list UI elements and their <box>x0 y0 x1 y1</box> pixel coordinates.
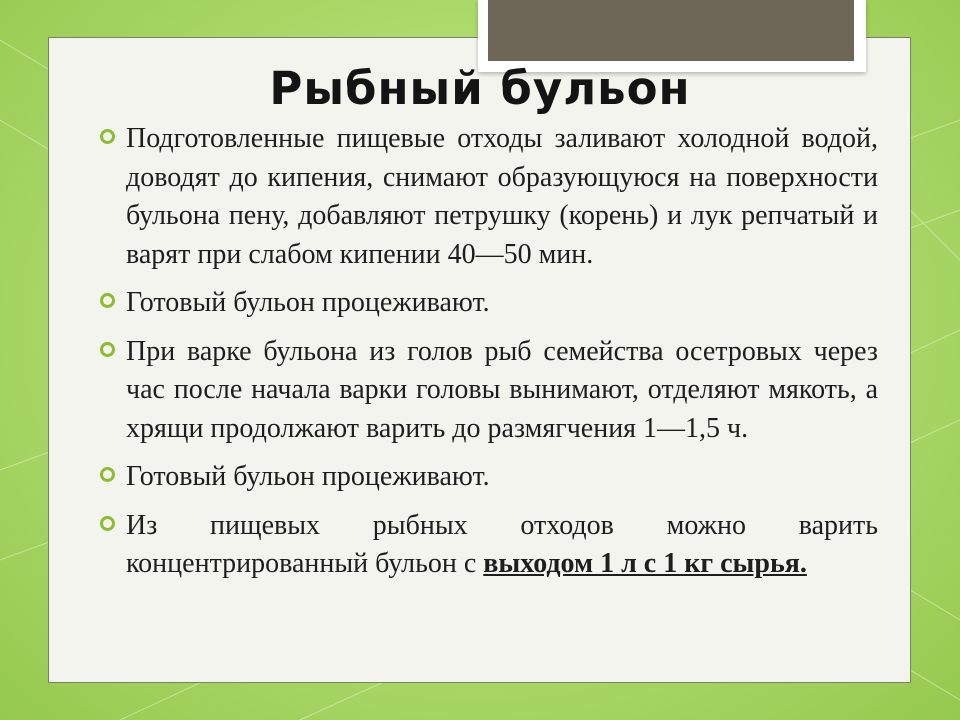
bullet-item <box>100 284 878 323</box>
bullet-list <box>100 120 878 584</box>
bullet-text: Подготовленные пищевые отходы заливают холодной водой, доводят до кипения, снимают образующуюся на поверхности бульона пену, добавляют петрушку (корень) и лук репчатый и варят при слабом кипении 40—50 мин. <box>126 123 878 270</box>
bullet-item <box>100 120 878 274</box>
bullet-ring-icon <box>100 516 115 531</box>
bullet-item <box>100 333 878 449</box>
bullet-emphasis: выходом 1 л с 1 кг сырья. <box>483 548 807 579</box>
bullet-ring-icon <box>100 342 115 357</box>
decorative-tab-fill <box>488 0 854 61</box>
bullet-text: Готовый бульон процеживают. <box>126 287 490 318</box>
bullet-ring-icon <box>100 129 115 144</box>
bullet-ring-icon <box>100 293 115 308</box>
bullet-ring-icon <box>100 467 115 482</box>
bullet-text: При варке бульона из голов рыб семейства осетровых через час после начала варки головы вынимают, отделяют мякоть, а хрящи продолжают варить до размягчения 1—1,5 ч. <box>126 335 878 444</box>
bullet-item <box>100 507 878 584</box>
slide-title: Рыбный бульон <box>269 62 691 115</box>
bullet-text: Готовый бульон процеживают. <box>126 461 490 492</box>
bullet-text: Из пищевых рыбных отходов можно варить концентрированный бульон с <box>126 509 878 579</box>
bullet-item <box>100 458 878 497</box>
